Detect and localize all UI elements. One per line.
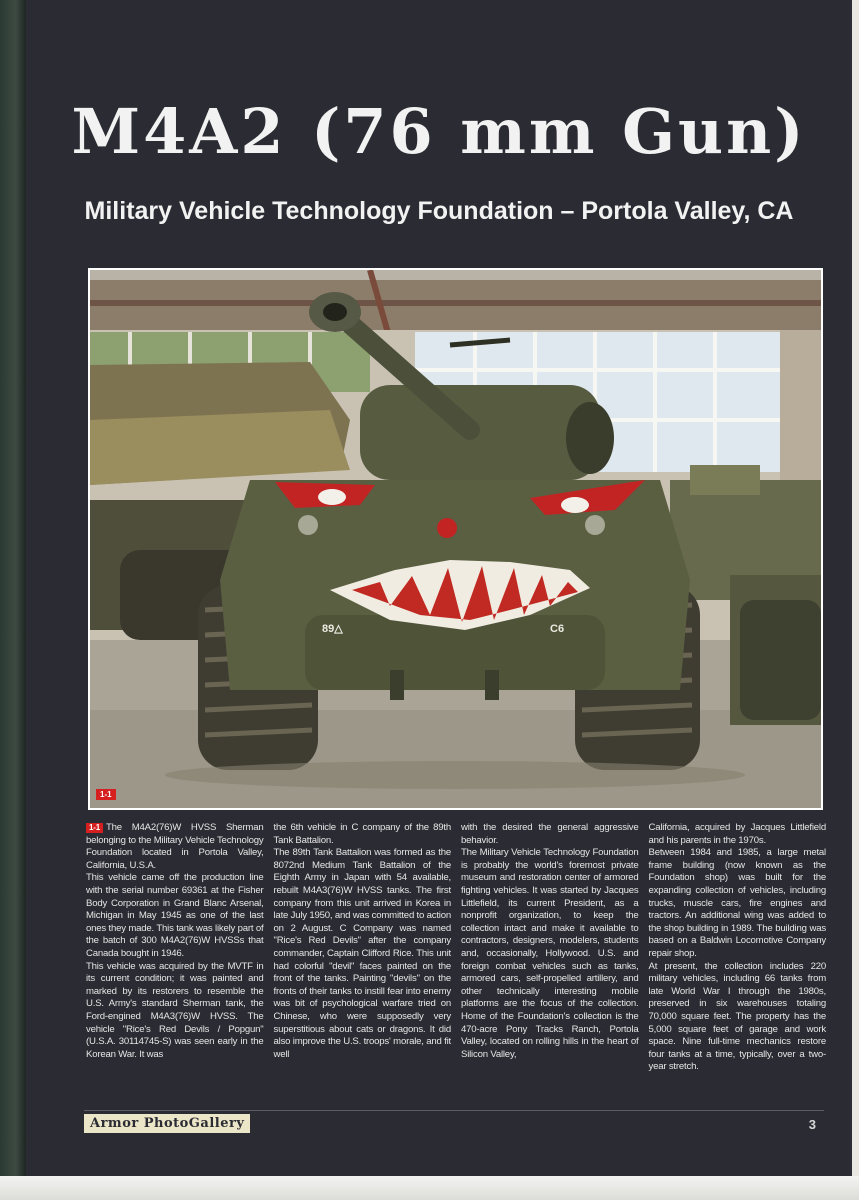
paragraph: The M4A2(76)W HVSS Sherman belonging to the Military Vehicle Technology Foundation located in Portola Valley, California, U.S.A. <box>86 822 264 871</box>
caption-badge: 1-1 <box>86 823 103 833</box>
page-title: M4A2 (76 mm Gun) <box>71 95 807 168</box>
paragraph: The 89th Tank Battalion was formed as the 8072nd Medium Tank Battalion of the Eighth Army in Japan with 54 available, rebuilt M4A3(76)W HVSS tanks. The first company from this unit arrived in Korea in late July 1950, and was committed to action on 2 August. C Company was named "Rice's Red Devils" after the company commander, Captain Clifford Rice. This unit had colorful "devil" faces painted on the front of the tanks. Painting "devils" on the fronts of their tanks to instill fear into enemy was bit of psychological warfare tried on Chinese, who were supposedly very superstitious about cats or dragons. It did also improve the U.S. troops' morale, and fit well <box>273 847 452 1060</box>
paragraph: with the desired the general aggressive behavior. <box>461 822 639 846</box>
caption-text <box>86 822 826 1107</box>
paragraph: California, acquired by Jacques Littlefield and his parents in the 1970s. <box>648 822 826 846</box>
magazine-page <box>26 0 852 1176</box>
page-number: 3 <box>808 1117 816 1132</box>
text-column-4 <box>649 822 827 1107</box>
tank-photo-illustration <box>90 270 821 808</box>
hull-marking-right: C6 <box>550 623 565 635</box>
paragraph: Between 1984 and 1985, a large metal frame building (now known as the Foundation shop) was built for the expanding collection of vehicles, including trucks, muscle cars, fire engines and tractors. An additional wing was added to the shop building in 1989. The building was based on a Baldwin Locomotive Company repair shop. <box>648 847 826 959</box>
footer-divider <box>84 1110 824 1111</box>
page-subtitle: Military Vehicle Technology Foundation – Portola Valley, CA <box>84 197 794 225</box>
paragraph: At present, the collection includes 220 military vehicles, including 66 tanks from late World War I through the 1980s, preserved in six warehouses totaling 70,000 square feet. The property has the 5,000 square feet of garage and work space. Nine full-time mechanics restore four tanks at a time, typically, over a two-year stretch. <box>648 960 826 1073</box>
paragraph: This vehicle came off the production line with the serial number 69361 at the Fisher Body Corporation in Grand Blanc Arsenal, Michigan in May 1945 as one of the last ones they made. This tank was likely part of the batch of 300 M4A2(76)W HVSSs that Canada bought in 1946. <box>86 872 264 959</box>
paragraph: the 6th vehicle in C company of the 89th Tank Battalion. <box>273 822 451 846</box>
text-column-1 <box>86 822 264 1107</box>
text-column-2 <box>274 822 452 1107</box>
binding-spine <box>0 0 26 1178</box>
paragraph: This vehicle was acquired by the MVTF in its current condition; it was painted and marked by its restorers to resemble the U.S. Army's standard Sherman tank, the Ford-engined M4A3(76)W HVSS. The vehicle "Rice's Red Devils / Popgun" (U.S.A. 30114745-S) was seen early in the Korean War. It was <box>86 960 264 1060</box>
page-edge <box>0 1176 859 1200</box>
brand-logo: Armor PhotoGallery <box>84 1114 250 1133</box>
photo-number-badge: 1-1 <box>96 789 116 800</box>
hull-marking-left: 89△ <box>322 623 343 635</box>
paragraph: The Military Vehicle Technology Foundation is probably the world's foremost private museum and restoration center of armored fighting vehicles. It was started by Jacques Littlefield, its current President, as a nonprofit organization, to keep the collection intact and make it available to contractors, designers, modelers, students and, occasionally, Hollywood. U.S. and foreign combat vehicles such as tanks, armored cars, self-propelled artillery, and other technically interesting mobile platforms are the focus of the collection. Home of the Foundation's collection is the 470-acre Pony Tracks Ranch, Portola Valley, located on rolling hills in the heart of Silicon Valley, <box>461 847 639 1060</box>
text-column-3 <box>461 822 639 1107</box>
tank-photo <box>88 268 823 810</box>
